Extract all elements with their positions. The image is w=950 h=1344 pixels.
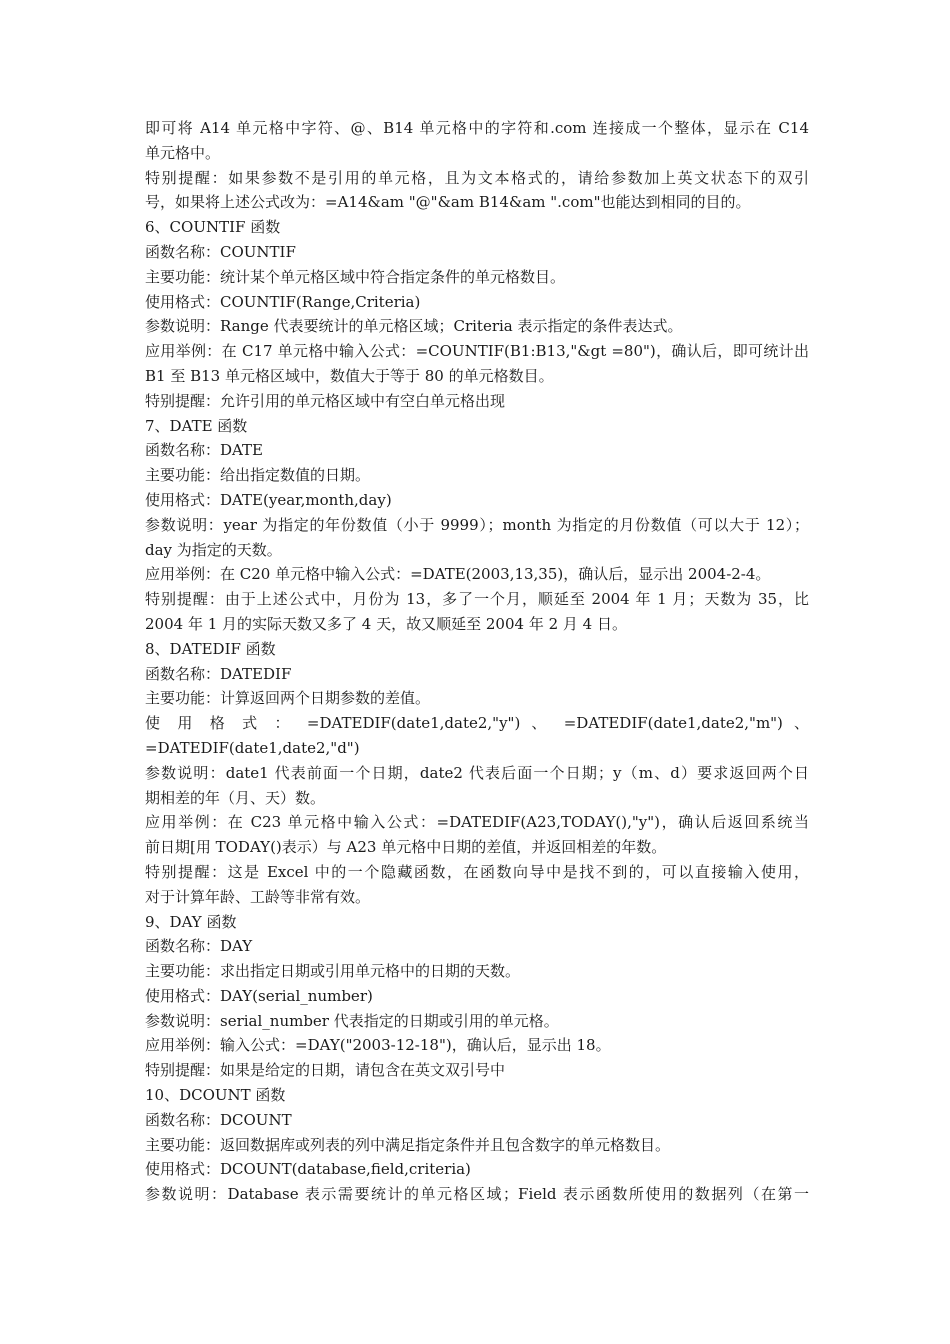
text-line: 函数名称：DAY xyxy=(145,937,253,956)
document-body xyxy=(145,116,809,1207)
text-line: 特别提醒：允许引用的单元格区域中有空白单元格出现 xyxy=(145,391,506,410)
text-line: B1 至 B13 单元格区域中，数值大于等于 80 的单元格数目。 xyxy=(145,366,554,385)
text-line: 使用格式：DAY(serial_number) xyxy=(145,986,373,1005)
text-line: 对于计算年龄、工龄等非常有效。 xyxy=(145,887,371,906)
text-line: 即可将 A14 单元格中字符、@、B14 单元格中的字符和.com 连接成一个整体，显示在 C14 xyxy=(145,119,809,137)
text-line: 主要功能：求出指定日期或引用单元格中的日期的天数。 xyxy=(145,962,521,981)
text-line: day 为指定的天数。 xyxy=(145,540,282,559)
text-line: 参数说明：date1 代表前面一个日期，date2 代表后面一个日期；y（m、d）要求返回两个日 xyxy=(145,763,809,782)
section-heading: 7、DATE 函数 xyxy=(145,416,248,435)
text-line: 函数名称：DCOUNT xyxy=(145,1110,292,1129)
text-line: 应用举例：在 C17 单元格中输入公式：=COUNTIF(B1:B13,"&gt =80")，确认后，即可统计出 xyxy=(145,342,809,361)
text-line: 主要功能：给出指定数值的日期。 xyxy=(145,466,371,485)
text-line: 函数名称：DATEDIF xyxy=(145,664,292,683)
text-line: 前日期[用 TODAY()表示）与 A23 单元格中日期的差值，并返回相差的年数。 xyxy=(145,838,667,857)
text-line: 期相差的年（月、天）数。 xyxy=(145,788,326,807)
text-line: 函数名称：COUNTIF xyxy=(145,242,296,261)
text-line: 2004 年 1 月的实际天数又多了 4 天，故又顺延至 2004 年 2 月 4 日。 xyxy=(145,614,627,633)
text-line: 使用格式：DATE(year,month,day) xyxy=(145,490,392,509)
text-line: 函数名称：DATE xyxy=(145,441,263,460)
text-line: 主要功能：返回数据库或列表的列中满足指定条件并且包含数字的单元格数目。 xyxy=(145,1135,671,1154)
text-line: 应用举例：输入公式：=DAY("2003-12-18")，确认后，显示出 18。 xyxy=(145,1036,611,1055)
text-line: 特别提醒：这是 Excel 中的一个隐藏函数，在函数向导中是找不到的，可以直接输入使用， xyxy=(145,862,809,881)
text-line: 应用举例：在 C20 单元格中输入公式：=DATE(2003,13,35)，确认后，显示出 2004-2-4。 xyxy=(145,565,771,584)
text-line: 参数说明：serial_number 代表指定的日期或引用的单元格。 xyxy=(145,1011,559,1030)
text-line: 特别提醒：由于上述公式中，月份为 13，多了一个月，顺延至 2004 年 1 月；天数为 35，比 xyxy=(145,590,809,609)
text-line: 特别提醒：如果参数不是引用的单元格，且为文本格式的，请给参数加上英文状态下的双引 xyxy=(145,168,809,187)
text-line: 号，如果将上述公式改为：=A14&am "@"&am B14&am ".com"也能达到相同的目的。 xyxy=(145,193,751,212)
text-line: 参数说明：Database 表示需要统计的单元格区域；Field 表示函数所使用的数据列（在第一 xyxy=(145,1185,809,1204)
text-line: 使用格式：DCOUNT(database,field,criteria) xyxy=(145,1160,471,1179)
section-heading: 6、COUNTIF 函数 xyxy=(145,218,281,237)
text-line: 特别提醒：如果是给定的日期，请包含在英文双引号中 xyxy=(145,1061,506,1080)
section-heading: 9、DAY 函数 xyxy=(145,912,237,931)
text-line: 应用举例：在 C23 单元格中输入公式：=DATEDIF(A23,TODAY(),"y")，确认后返回系统当 xyxy=(145,813,809,832)
text-line: 使 用 格 式 ： =DATEDIF(date1,date2,"y") 、 =DATEDIF(date1,date2,"m") 、 xyxy=(145,714,809,733)
text-line: 主要功能：计算返回两个日期参数的差值。 xyxy=(145,689,431,708)
text-line: =DATEDIF(date1,date2,"d") xyxy=(145,738,360,757)
section-heading: 8、DATEDIF 函数 xyxy=(145,639,276,658)
text-line: 参数说明：year 为指定的年份数值（小于 9999）；month 为指定的月份数值（可以大于 12）； xyxy=(145,515,809,534)
text-line: 使用格式：COUNTIF(Range,Criteria) xyxy=(145,292,421,311)
text-line: 参数说明：Range 代表要统计的单元格区域；Criteria 表示指定的条件表达式。 xyxy=(145,317,683,336)
text-line: 单元格中。 xyxy=(145,143,221,162)
text-line: 主要功能：统计某个单元格区域中符合指定条件的单元格数目。 xyxy=(145,267,566,286)
section-heading: 10、DCOUNT 函数 xyxy=(145,1086,286,1105)
